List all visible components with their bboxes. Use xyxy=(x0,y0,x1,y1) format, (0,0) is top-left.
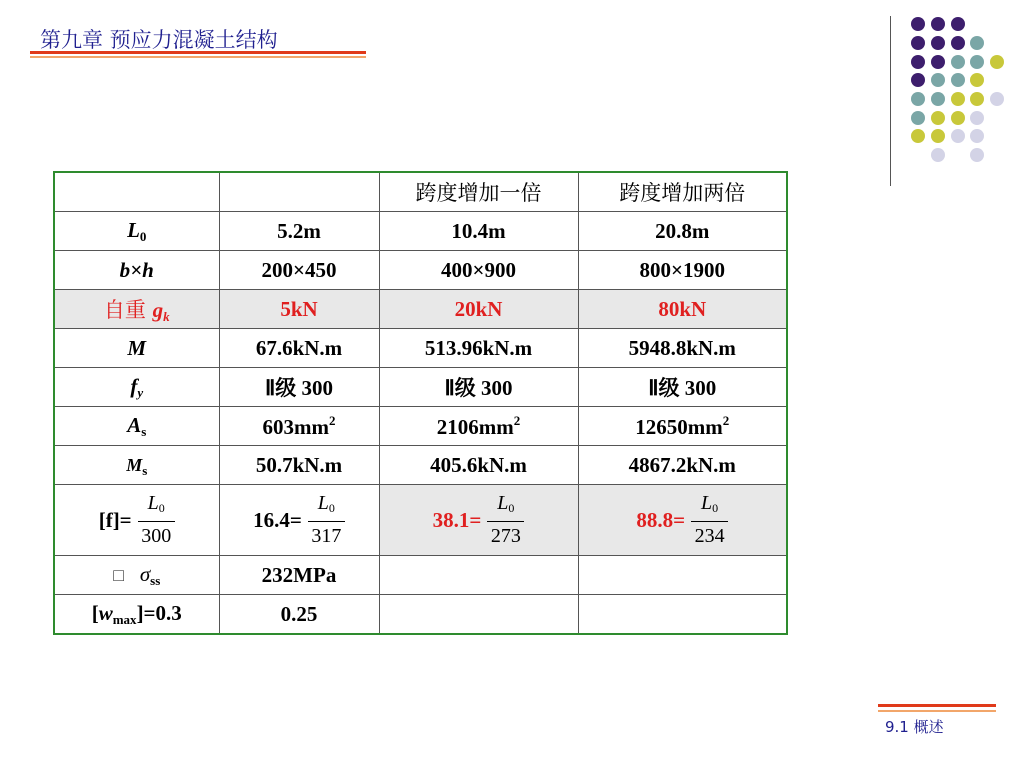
table-cell xyxy=(379,556,578,595)
table-cell: 513.96kN.m xyxy=(379,329,578,368)
table-cell: 5948.8kN.m xyxy=(578,329,787,368)
table-row xyxy=(54,329,787,368)
table-cell: 4867.2kN.m xyxy=(578,446,787,485)
table-cell xyxy=(219,485,379,556)
fraction-denominator: 234 xyxy=(694,525,725,547)
table-cell: 50.7kN.m xyxy=(219,446,379,485)
row-label-subscript: ss xyxy=(150,572,161,588)
row-label-symbol: σ xyxy=(139,561,151,586)
row-label-symbol: L xyxy=(127,217,140,242)
decor-dot xyxy=(911,55,925,69)
row-label-symbol: M xyxy=(126,454,143,475)
cell-value: 38.1= xyxy=(432,507,482,532)
header-cell xyxy=(219,172,379,212)
table-cell: Ⅱ级 300 xyxy=(379,368,578,407)
decor-vertical-line xyxy=(890,16,891,186)
table-row xyxy=(54,407,787,446)
decor-dot xyxy=(970,148,984,162)
footer-rule-red xyxy=(878,704,996,707)
decor-dot xyxy=(951,92,965,106)
table-cell: 20.8m xyxy=(578,212,787,251)
fraction xyxy=(308,492,345,548)
footer-rule-orange xyxy=(878,710,996,712)
table-cell xyxy=(578,485,787,556)
decor-dot xyxy=(951,129,965,143)
row-label-suffix: ]=0.3 xyxy=(136,600,182,625)
decor-dot xyxy=(931,148,945,162)
fraction-denominator: 273 xyxy=(490,525,521,547)
cell-value: 2106mm xyxy=(436,414,514,439)
row-label-subscript: s xyxy=(142,462,148,478)
decor-dot xyxy=(970,36,984,50)
table-cell: 400×900 xyxy=(379,251,578,290)
decor-dot xyxy=(911,129,925,143)
row-label-symbol: f xyxy=(130,373,138,398)
fraction-numerator: L xyxy=(497,492,509,514)
decor-dot xyxy=(911,36,925,50)
header-cell xyxy=(54,172,219,212)
fraction xyxy=(691,492,728,548)
cell-value: 12650mm xyxy=(635,414,723,439)
decor-dot xyxy=(931,55,945,69)
table-cell xyxy=(219,407,379,446)
table-header-row xyxy=(54,172,787,212)
table-cell: 5kN xyxy=(219,290,379,329)
table-cell: 5.2m xyxy=(219,212,379,251)
table-cell: 10.4m xyxy=(379,212,578,251)
table-cell: 232MPa xyxy=(219,556,379,595)
row-label xyxy=(54,407,219,446)
row-label xyxy=(54,368,219,407)
decor-dot xyxy=(911,17,925,31)
decor-dot xyxy=(990,55,1004,69)
row-label xyxy=(54,290,219,329)
decor-dot xyxy=(970,111,984,125)
fraction-denominator: 300 xyxy=(141,525,172,547)
table-row xyxy=(54,556,787,595)
row-label xyxy=(54,595,219,635)
cell-superscript: 2 xyxy=(722,412,730,428)
row-label: b×h xyxy=(54,251,219,290)
row-label-symbol: g xyxy=(152,297,164,322)
decor-dot xyxy=(951,73,965,87)
table-cell xyxy=(379,485,578,556)
table-cell xyxy=(578,556,787,595)
row-label-box: □ xyxy=(113,564,125,585)
fraction xyxy=(487,492,524,548)
decor-dot xyxy=(970,73,984,87)
table-cell: 0.25 xyxy=(219,595,379,635)
table-row-highlight xyxy=(54,290,787,329)
table-row xyxy=(54,485,787,556)
row-label-prefix: 自重 xyxy=(103,297,153,322)
header-cell: 跨度增加两倍 xyxy=(578,172,787,212)
decor-dot xyxy=(911,73,925,87)
fraction-numerator-subscript: 0 xyxy=(328,501,335,515)
decor-dot xyxy=(931,111,945,125)
row-label xyxy=(54,446,219,485)
decor-dot xyxy=(951,36,965,50)
decor-dot xyxy=(931,36,945,50)
table-cell: 20kN xyxy=(379,290,578,329)
decor-dot xyxy=(970,129,984,143)
row-label-symbol: A xyxy=(127,412,142,437)
decor-dot xyxy=(990,92,1004,106)
table-cell xyxy=(578,595,787,635)
title-underline-red xyxy=(30,51,366,54)
row-label-subscript: y xyxy=(137,384,144,400)
decor-dot xyxy=(931,17,945,31)
table-cell xyxy=(578,407,787,446)
table-row xyxy=(54,368,787,407)
row-label-symbol: w xyxy=(98,600,113,625)
table-cell: 200×450 xyxy=(219,251,379,290)
fraction-numerator: L xyxy=(147,492,159,514)
table-cell: 67.6kN.m xyxy=(219,329,379,368)
fraction-denominator: 317 xyxy=(311,525,342,547)
page-title: 第九章 预应力混凝土结构 xyxy=(40,28,278,52)
row-label: M xyxy=(54,329,219,368)
cell-superscript: 2 xyxy=(329,412,336,428)
table-cell xyxy=(379,595,578,635)
title-underline-orange xyxy=(30,56,366,58)
table-row xyxy=(54,446,787,485)
decor-dot xyxy=(951,111,965,125)
decor-dot xyxy=(931,92,945,106)
table-cell: Ⅱ级 300 xyxy=(219,368,379,407)
fraction-numerator-subscript: 0 xyxy=(712,501,719,515)
decor-dot xyxy=(970,55,984,69)
row-label-text: [f]= xyxy=(98,507,132,532)
table-cell xyxy=(379,407,578,446)
decor-dot xyxy=(951,55,965,69)
row-label-subscript: max xyxy=(112,611,137,627)
fraction-numerator: L xyxy=(701,492,713,514)
row-label xyxy=(54,556,219,595)
table-cell: Ⅱ级 300 xyxy=(578,368,787,407)
row-label xyxy=(54,485,219,556)
table-row xyxy=(54,212,787,251)
table-cell: 800×1900 xyxy=(578,251,787,290)
decor-dot xyxy=(970,92,984,106)
decor-dot xyxy=(911,111,925,125)
fraction-numerator: L xyxy=(317,492,329,514)
row-label xyxy=(54,212,219,251)
decor-dot xyxy=(931,129,945,143)
row-label-subscript: s xyxy=(141,423,147,439)
decor-dot xyxy=(911,92,925,106)
fraction-numerator-subscript: 0 xyxy=(508,501,515,515)
cell-value: 16.4= xyxy=(253,507,302,532)
decor-dot xyxy=(931,73,945,87)
comparison-table xyxy=(53,171,788,635)
table-cell: 405.6kN.m xyxy=(379,446,578,485)
cell-value: 88.8= xyxy=(636,507,686,532)
table-row xyxy=(54,251,787,290)
table-row xyxy=(54,595,787,635)
fraction xyxy=(138,492,175,548)
fraction-numerator-subscript: 0 xyxy=(158,501,165,515)
decor-dot xyxy=(951,17,965,31)
table-cell: 80kN xyxy=(578,290,787,329)
row-label-subscript: 0 xyxy=(139,228,147,244)
row-label-prefix: [ xyxy=(91,600,99,625)
section-label: 9.1 概述 xyxy=(885,718,944,736)
cell-superscript: 2 xyxy=(513,412,521,428)
cell-value: 603mm xyxy=(262,414,329,439)
row-label-subscript: k xyxy=(163,308,170,324)
header-cell: 跨度增加一倍 xyxy=(379,172,578,212)
